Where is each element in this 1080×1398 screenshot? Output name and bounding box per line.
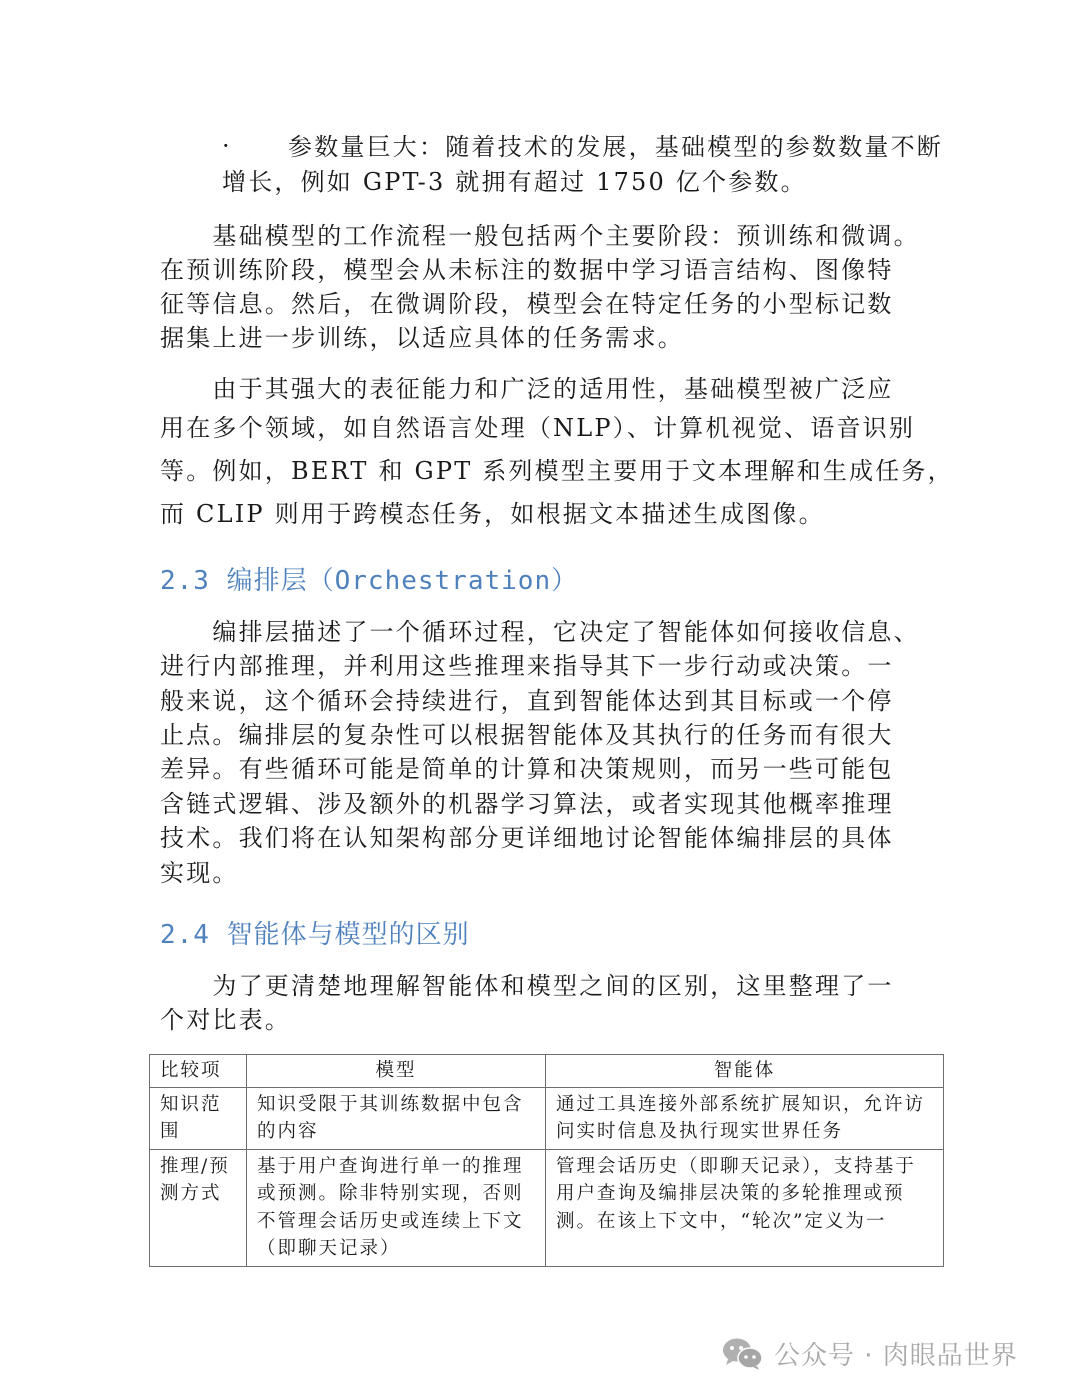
cell-model: 基于用户查询进行单一的推理或预测。除非特别实现，否则不管理会话历史或连续上下文（即聊天记录） [247, 1149, 546, 1266]
paragraph-line: 实现。 [160, 859, 239, 887]
bullet-marker: · [222, 132, 230, 160]
bullet-line-2: 增长，例如 GPT-3 就拥有超过 1750 亿个参数。 [222, 168, 807, 196]
paragraph-line: 据集上进一步训练，以适应具体的任务需求。 [160, 324, 684, 352]
paragraph-line: 编排层描述了一个循环过程，它决定了智能体如何接收信息、 [160, 618, 920, 646]
cell-agent: 通过工具连接外部系统扩展知识，允许访问实时信息及执行现实世界任务 [546, 1087, 944, 1149]
paragraph-line: 而 CLIP 则用于跨模态任务，如根据文本描述生成图像。 [160, 500, 825, 528]
cell-agent: 管理会话历史（即聊天记录），支持基于用户查询及编排层决策的多轮推理或预测。在该上下文中，“轮次”定义为一 [546, 1149, 944, 1266]
watermark-footer [722, 1335, 1018, 1372]
footer-text: 公众号 · 肉眼品世界 [774, 1341, 1018, 1371]
cell-item: 知识范围 [150, 1087, 247, 1149]
paragraph-line: 为了更清楚地理解智能体和模型之间的区别，这里整理了一 [160, 972, 894, 1000]
bullet-line-1: 参数量巨大：随着技术的发展，基础模型的参数数量不断 [288, 133, 943, 161]
table-row [150, 1149, 944, 1266]
paragraph-line: 基础模型的工作流程一般包括两个主要阶段：预训练和微调。 [160, 222, 920, 250]
paragraph-line: 用在多个领域，如自然语言处理（NLP）、计算机视觉、语音识别 [160, 414, 916, 442]
comparison-table [149, 1054, 944, 1267]
header-cell-agent: 智能体 [546, 1055, 944, 1088]
paragraph-line: 由于其强大的表征能力和广泛的适用性，基础模型被广泛应 [160, 375, 894, 403]
section-heading-2-4: 2.4 智能体与模型的区别 [160, 920, 470, 950]
header-cell-model: 模型 [247, 1055, 546, 1088]
cell-model: 知识受限于其训练数据中包含的内容 [247, 1087, 546, 1149]
paragraph-line: 差异。有些循环可能是简单的计算和决策规则，而另一些可能包 [160, 755, 894, 783]
paragraph-line: 进行内部推理，并利用这些推理来指导其下一步行动或决策。一 [160, 652, 894, 680]
paragraph-line: 含链式逻辑、涉及额外的机器学习算法，或者实现其他概率推理 [160, 790, 894, 818]
wechat-icon [722, 1337, 764, 1371]
paragraph-line: 止点。编排层的复杂性可以根据智能体及其执行的任务而有很大 [160, 721, 894, 749]
header-cell-item: 比较项 [150, 1055, 247, 1088]
table-row [150, 1087, 944, 1149]
paragraph-line: 征等信息。然后，在微调阶段，模型会在特定任务的小型标记数 [160, 290, 894, 318]
cell-item: 推理/预测方式 [150, 1149, 247, 1266]
paragraph-line: 般来说，这个循环会持续进行，直到智能体达到其目标或一个停 [160, 687, 894, 715]
paragraph-line: 个对比表。 [160, 1006, 291, 1034]
paragraph-line: 等。例如，BERT 和 GPT 系列模型主要用于文本理解和生成任务， [160, 457, 954, 485]
paragraph-line: 在预训练阶段，模型会从未标注的数据中学习语言结构、图像特 [160, 256, 894, 284]
section-heading-2-3: 2.3 编排层（Orchestration） [160, 566, 579, 596]
paragraph-line: 技术。我们将在认知架构部分更详细地讨论智能体编排层的具体 [160, 824, 894, 852]
table-header-row [150, 1055, 944, 1088]
